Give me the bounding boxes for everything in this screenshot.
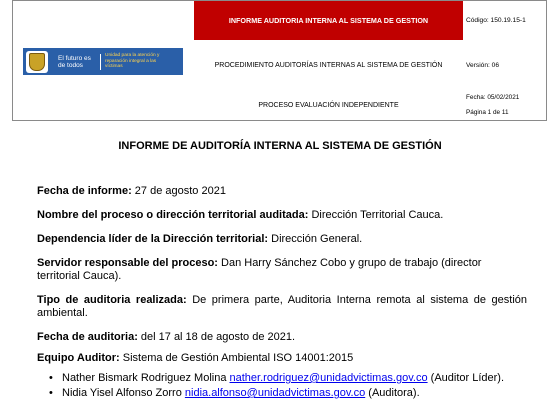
logo-slogan: El futuro es de todos: [58, 54, 91, 69]
field-lead-dependency: [37, 233, 527, 246]
logo-divider: [100, 54, 101, 70]
auditor-email-link[interactable]: nather.rodriguez@unidadvictimas.gov.co: [229, 372, 428, 384]
field-audit-type: [37, 294, 527, 320]
field-label: Fecha de auditoria:: [37, 331, 138, 343]
report-title-cell: INFORME AUDITORIA INTERNA AL SISTEMA DE GESTION: [194, 1, 463, 40]
auditor-list: [37, 372, 527, 402]
field-label: Dependencia líder de la Dirección territorial:: [37, 233, 269, 245]
field-label: Servidor responsable del proceso:: [37, 257, 218, 269]
page-number: Página 1 de 11: [466, 109, 509, 116]
field-report-date: [37, 185, 527, 198]
logo-entity-name: Unidad para la atención y reparación integral a las víctimas: [105, 53, 160, 70]
auditor-email-link[interactable]: nidia.alfonso@unidadvictimas.gov.co: [184, 387, 366, 399]
field-responsible-servant: [37, 257, 527, 283]
document-date: Fecha: 05/02/2021: [466, 94, 520, 101]
field-label: Fecha de informe:: [37, 185, 132, 197]
bullet-icon: •: [49, 387, 53, 399]
field-value: Dan Harry Sánchez Cobo y grupo de trabajo (director territorial Cauca).: [37, 257, 482, 282]
field-value: Dirección Territorial Cauca.: [308, 209, 444, 221]
auditor-name: Nather Bismark Rodriguez Molina: [62, 372, 230, 384]
field-value: De primera parte, Auditoria Interna remota al sistema de gestión ambiental.: [37, 294, 527, 319]
field-label: Tipo de auditoria realizada:: [37, 294, 187, 306]
field-process-name: [37, 209, 527, 222]
auditor-name: Nidia Yisel Alfonso Zorro: [62, 387, 185, 399]
list-item: [37, 372, 527, 385]
document-title: INFORME DE AUDITORÍA INTERNA AL SISTEMA DE GESTIÓN: [118, 140, 442, 152]
document-header-table: [12, 0, 547, 121]
process-name: PROCESO EVALUACIÓN INDEPENDIENTE: [258, 101, 399, 109]
field-label: Equipo Auditor:: [37, 352, 120, 364]
auditor-role: (Auditora).: [365, 387, 420, 399]
coat-of-arms-icon: [26, 51, 48, 73]
field-value: del 17 al 18 de agosto de 2021.: [137, 331, 296, 343]
auditor-role: (Auditor Líder).: [427, 372, 505, 384]
document-version: Versión: 06: [466, 61, 499, 69]
field-label: Nombre del proceso o dirección territorial auditada:: [37, 209, 309, 221]
field-value: Dirección General.: [268, 233, 363, 245]
logo-cell: [13, 1, 194, 120]
field-value: Sistema de Gestión Ambiental ISO 14001:2015: [119, 352, 354, 364]
document-code: Código: 150.19.15-1: [466, 17, 526, 24]
procedure-name: PROCEDIMIENTO AUDITORÍAS INTERNAS AL SISTEMA DE GESTIÓN: [214, 61, 443, 69]
entity-logo: [23, 48, 183, 75]
field-value: 27 de agosto 2021: [131, 185, 226, 197]
list-item: [37, 387, 527, 400]
field-audit-team: [37, 352, 527, 365]
field-audit-date: [37, 331, 527, 344]
bullet-icon: •: [49, 372, 53, 384]
